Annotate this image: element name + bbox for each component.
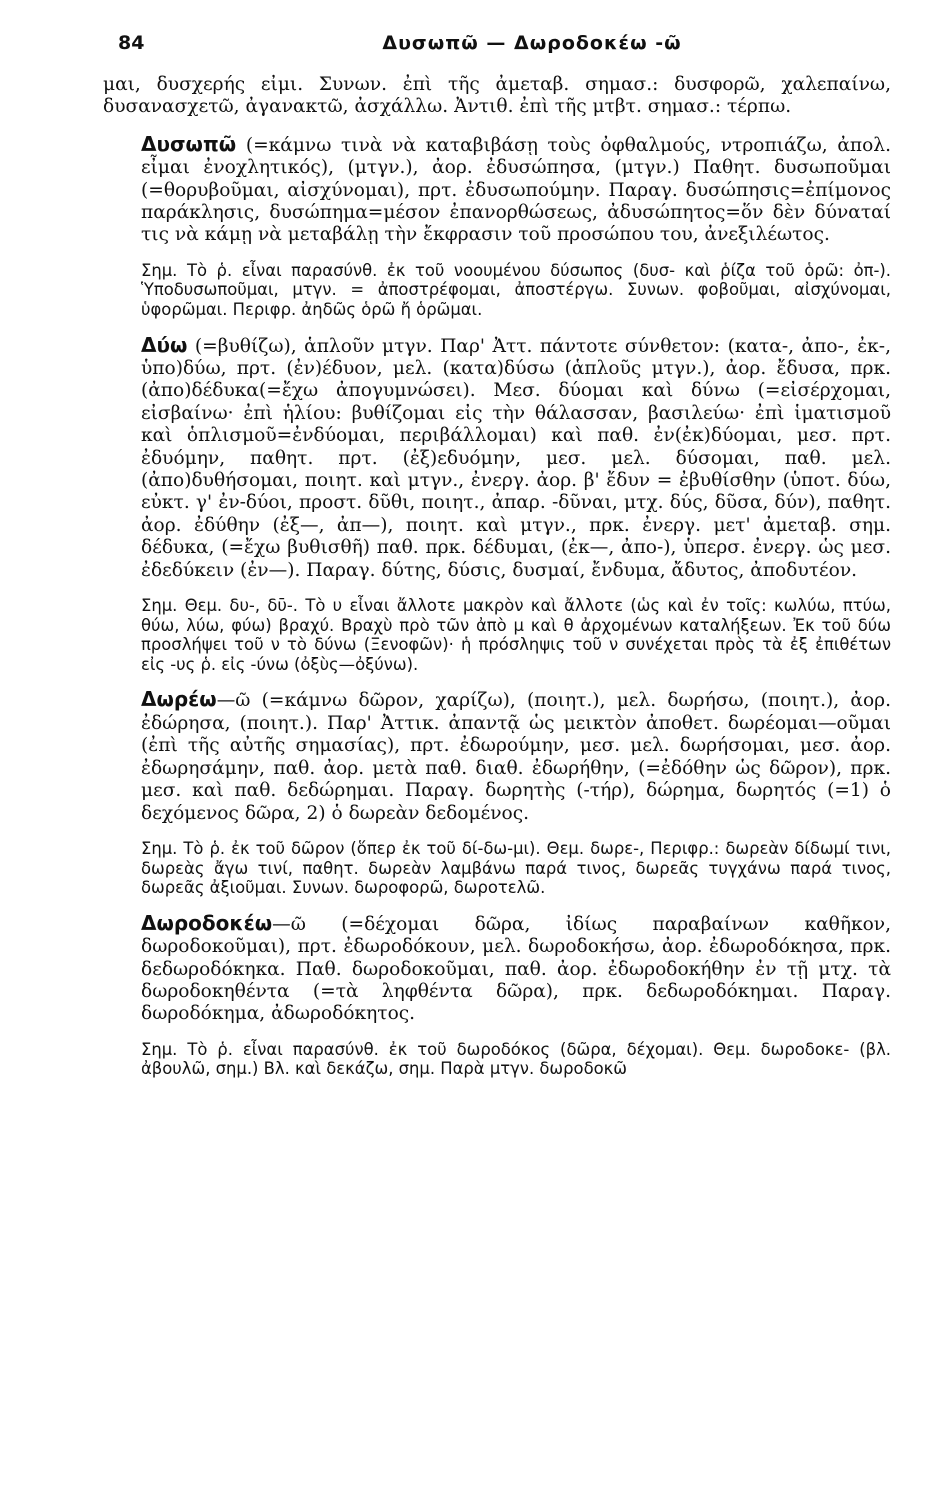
entry-dyo [103, 334, 891, 582]
page-header [103, 28, 891, 74]
note-doreo: Σημ. Τὸ ῥ. ἐκ τοῦ δῶρον (ὅπερ ἐκ τοῦ δί-δω-μι). Θεμ. δωρε-, Περιφρ.: δωρεὰν δίδωμί τινι, δωρεὰς ἄγω τινί, παθητ. δωρεὰν λαμβάνω παρά τινος, δωρεᾶς τυγχάνω παρά τινος, δωρεᾶς ἀξιοῦμαι. Συνων. δωροφορῶ, δωροτελῶ. [141, 838, 891, 898]
lemma-dorodokeo: Δωροδοκέω [141, 910, 273, 935]
lemma-doreo: Δωρέω [141, 687, 217, 712]
entry-dysopo-text: (=κάμνω τινὰ νὰ καταβιβάσῃ τοὺς ὀφθαλμούς, ντροπιάζω, ἀπολ. εἶμαι ἐνοχλητικός), (μτγν.), ἀορ. ἐδυσώπησα, (μτγν.) Παθητ. δυσωποῦμαι (=θορυβοῦμαι, αἰσχύνομαι), πρτ. ἐδυσωπούμην. Παραγ. δυσώπησις=ἐπίμονος παράκλησις, δυσώπημα=μέσον ἐπανορθώσεως, ἀδυσώπητος=ὅν δὲν δύναταί τις νὰ κάμῃ νὰ μεταβάλῃ τὴν ἔκφρασιν τοῦ προσώπου του, ἀνεξιλέωτος. [141, 134, 891, 246]
note-dorodokeo: Σημ. Τὸ ῥ. εἶναι παρασύνθ. ἐκ τοῦ δωροδόκος (δῶρα, δέχομαι). Θεμ. δωροδοκε- (βλ. ἀβουλῶ, σημ.) Βλ. καὶ δεκάζω, σημ. Παρὰ μτγν. δωροδοκῶ [141, 1039, 891, 1079]
entry-doreo [103, 688, 891, 824]
lemma-dysopo: Δυσωπῶ [141, 131, 237, 156]
lemma-dyo: Δύω [141, 332, 188, 357]
note-dyo: Σημ. Θεμ. δυ-, δῡ-. Τὸ υ εἶναι ἄλλοτε μακρὸν καὶ ἄλλοτε (ὡς καὶ ἐν τοῖς: κωλύω, πτύω, θύω, λύω, φύω) βραχύ. Βραχὺ πρὸ τῶν ἀπὸ μ καὶ θ ἀρχομένων καταλήξεων. Ἐκ τοῦ δύω προσλήψει τοῦ ν τὸ δύνω (Ξενοφῶν)· ἡ πρόσληψις τοῦ ν συνέχεται πρὸς τὰ ἐξ ἐπιθέτων εἰς -υς ῥ. εἰς -ύνω (ὀξὺς—ὀξύνω). [141, 596, 891, 674]
entry-dorodokeo-text: —ῶ (=δέχομαι δῶρα, ἰδίως παραβαίνων καθῆκον, δωροδοκοῦμαι), πρτ. ἐδωροδόκουν, μελ. δωροδοκήσω, ἀορ. ἐδωροδόκησα, πρκ. δεδωροδόκηκα. Παθ. δωροδοκοῦμαι, παθ. ἀορ. ἐδωροδοκήθην ἐν τῇ μτχ. τὰ δωροδοκηθέντα (=τὰ ληφθέντα δῶρα), πρκ. δεδωροδόκημαι. Παραγ. δωροδόκημα, ἀδωροδόκητος. [141, 913, 891, 1025]
continued-entry-text: μαι, δυσχερής εἰμι. Συνων. ἐπὶ τῆς ἀμεταβ. σημασ.: δυσφορῶ, χαλεπαίνω, δυσανασχετῶ, ἀγανακτῶ, ἀσχάλλω. Ἀντιθ. ἐπὶ τῆς μτβτ. σημασ.: τέρπω. [103, 74, 891, 118]
page-body [103, 74, 891, 1079]
entry-doreo-text: —ῶ (=κάμνω δῶρον, χαρίζω), (ποιητ.), μελ. δωρήσω, (ποιητ.), ἀορ. ἐδώρησα, (ποιητ.). Παρ' Ἀττικ. ἀπαντᾷ ὡς μεικτὸν ἀποθετ. δωρέομαι—οῦμαι (ἐπὶ τῆς αὐτῆς σημασίας), πρτ. ἐδωρούμην, μεσ. μελ. δωρήσομαι, μεσ. ἀορ. ἐδωρησάμην, παθ. ἀορ. μετὰ παθ. διαθ. ἐδωρήθην, (=ἐδόθην ὡς δῶρον), πρκ. μεσ. καὶ παθ. δεδώρημαι. Παραγ. δωρητὴς (-τήρ), δώρημα, δωρητός (=1) ὁ δεχόμενος δῶρα, 2) ὁ δωρεὰν δεδομένος. [141, 690, 891, 824]
entry-dyo-text: (=βυθίζω), ἁπλοῦν μτγν. Παρ' Ἀττ. πάντοτε σύνθετον: (κατα-, ἀπο-, ἐκ-, ὑπο)δύω, πρτ. (ἐν)έδυον, μελ. (κατα)δύσω (ἁπλοῦς μτγν.), ἀορ. ἔδυσα, πρκ. (ἀπο)δέδυκα(=ἔχω ἀπογυμνώσει). Μεσ. δύομαι καὶ δύνω (=εἰσέρχομαι, εἰσβαίνω· ἐπὶ ἡλίου: βυθίζομαι εἰς τὴν θάλασσαν, βασιλεύω· ἐπὶ ἱματισμοῦ καὶ ὁπλισμοῦ=ἐνδύομαι, περιβάλλομαι) καὶ παθ. ἐν(ἐκ)δύομαι, μεσ. πρτ. ἐδυόμην, παθητ. πρτ. (ἐξ)εδυόμην, μεσ. μελ. δύσομαι, παθ. μελ. (ἀπο)δυθήσομαι, ποιητ. καὶ μτγν., ἐνεργ. ἀορ. β' ἔδυν = ἐβυθίσθην (ὑποτ. δύω, εὐκτ. γ' ἐν-δύοι, προστ. δῦθι, ποιητ., ἀπαρ. -δῦναι, μτχ. δύς, δῦσα, δύν), παθητ. ἀορ. ἐδύθην (ἐξ—, ἀπ—), ποιητ. καὶ μτγν., πρκ. ἐνεργ. μετ' ἀμεταβ. σημ. δέδυκα, (=ἔχω βυθισθῆ) παθ. πρκ. δέδυμαι, (ἐκ—, ἀπο-), ὑπερσ. ἐνεργ. ὡς μεσ. ἐδεδύκειν (ἐν—). Παραγ. δύτης, δύσις, δυσμαί, ἔνδυμα, ἄδυτος, ἀποδυτέον. [141, 335, 891, 581]
note-dysopo: Σημ. Τὸ ῥ. εἶναι παρασύνθ. ἐκ τοῦ νοουμένου δύσωπος (δυσ- καὶ ῥίζα τοῦ ὁρῶ: ὀπ-). Ὑποδυσωποῦμαι, μτγν. = ἀποστρέφομαι, ἀποστέργω. Συνων. φοβοῦμαι, αἰσχύνομαι, ὑφορῶμαι. Περιφρ. ἀηδῶς ὁρῶ ἤ ὁρῶμαι. [141, 260, 891, 320]
running-head: Δυσωπῶ — Δωροδοκέω -ῶ [382, 32, 682, 54]
entry-dysopo [103, 133, 891, 247]
entry-dorodokeo [103, 912, 891, 1026]
page-number: 84 [118, 32, 145, 54]
